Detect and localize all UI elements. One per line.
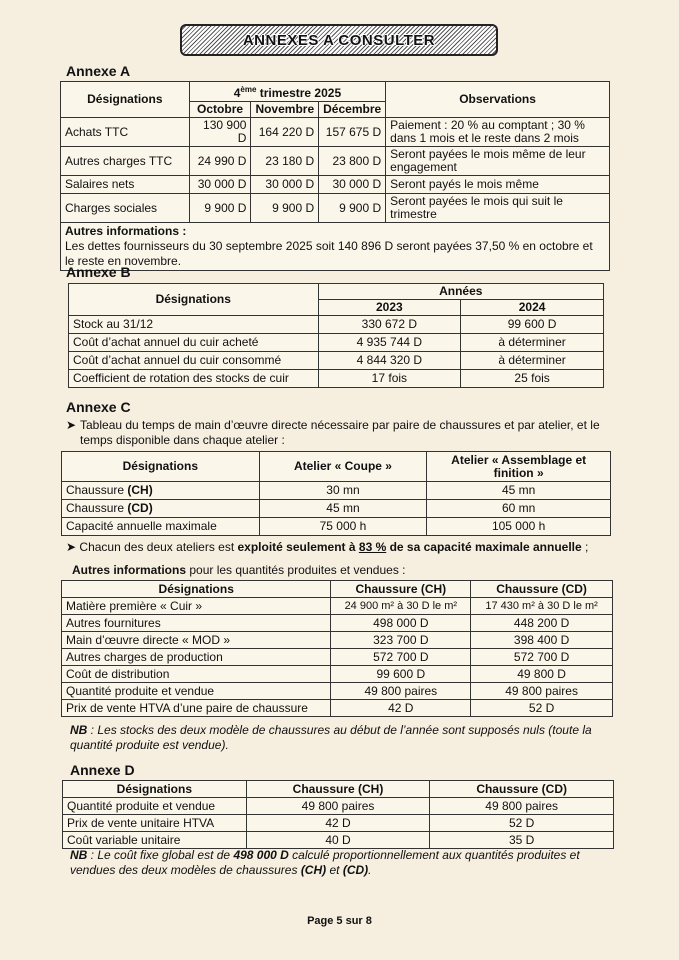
- row-label: Autres charges TTC: [61, 147, 190, 176]
- row-label: Matière première « Cuir »: [62, 598, 331, 615]
- cell: 23 800 D: [319, 147, 386, 176]
- cell: 45 mn: [427, 482, 611, 500]
- col-year: 2023: [318, 300, 461, 316]
- row-label: Coefficient de rotation des stocks de cuir: [69, 370, 319, 388]
- col-annees: Années: [318, 284, 603, 300]
- annexe-b-table: [68, 283, 604, 388]
- cell: 49 800 paires: [471, 683, 613, 700]
- table-row: [61, 118, 610, 147]
- cell: 448 200 D: [471, 615, 613, 632]
- col-coupe: Atelier « Coupe »: [259, 452, 427, 482]
- autres-text: Les dettes fournisseurs du 30 septembre 2025 soit 140 896 D seront payées 37,50 % en octobre et le reste en novembre.: [65, 239, 593, 268]
- cell-observation: Paiement : 20 % au comptant ; 30 % dans 1 mois et le reste dans 2 mois: [386, 118, 610, 147]
- cell: à déterminer: [461, 334, 604, 352]
- col-designations: Désignations: [61, 82, 190, 118]
- cell: 130 900 D: [189, 118, 251, 147]
- banner-title: ANNEXES A CONSULTER: [242, 31, 436, 49]
- cell: 330 672 D: [318, 316, 461, 334]
- cell: 9 900 D: [189, 194, 251, 223]
- col-cd: Chaussure (CD): [471, 581, 613, 598]
- cell: 498 000 D: [331, 615, 471, 632]
- table-row: [69, 334, 604, 352]
- cell: 9 900 D: [251, 194, 319, 223]
- cell: 164 220 D: [251, 118, 319, 147]
- table-row: [62, 500, 611, 518]
- annexe-c-title: Annexe C: [66, 399, 131, 415]
- cell-observation: Seront payés le mois même: [386, 176, 610, 194]
- table-row: [63, 815, 614, 832]
- cell: 105 000 h: [427, 518, 611, 536]
- cell: 52 D: [430, 815, 614, 832]
- row-label: Coût de distribution: [62, 666, 331, 683]
- cell: 99 600 D: [331, 666, 471, 683]
- cell: 40 D: [246, 832, 430, 849]
- row-label: Capacité annuelle maximale: [62, 518, 260, 536]
- row-label: Stock au 31/12: [69, 316, 319, 334]
- autres-title: Autres informations :: [65, 224, 187, 238]
- cell: 45 mn: [259, 500, 427, 518]
- cell: 157 675 D: [319, 118, 386, 147]
- intro-text: Tableau du temps de main d’œuvre directe nécessaire par paire de chaussures et par atelier, et le temps disponible dans chaque atelier :: [80, 418, 600, 447]
- row-label: Prix de vente unitaire HTVA: [63, 815, 247, 832]
- cell-observation: Seront payées le mois même de leur engagement: [386, 147, 610, 176]
- col-year: 2024: [461, 300, 604, 316]
- cell: 4 844 320 D: [318, 352, 461, 370]
- col-assemblage: Atelier « Assemblage et finition »: [427, 452, 611, 482]
- col-designations: Désignations: [63, 781, 247, 798]
- annexe-c-table: [61, 451, 611, 536]
- table-row: [62, 649, 613, 666]
- cell: 572 700 D: [331, 649, 471, 666]
- cell: 60 mn: [427, 500, 611, 518]
- table-row: [61, 147, 610, 176]
- col-designations: Désignations: [62, 581, 331, 598]
- col-ch: Chaussure (CH): [246, 781, 430, 798]
- annexe-c-nb: NB : Les stocks des deux modèle de chaussures au début de l’année sont supposés nuls (toute la quantité produite est vendue).: [70, 723, 592, 752]
- cell: 25 fois: [461, 370, 604, 388]
- table-row: [62, 598, 613, 615]
- cell: à déterminer: [461, 352, 604, 370]
- row-label: Coût variable unitaire: [63, 832, 247, 849]
- row-label: Autres fournitures: [62, 615, 331, 632]
- annexe-c-intro: [66, 418, 611, 448]
- page-number: Page 5 sur 8: [307, 915, 372, 927]
- cell: 49 800 paires: [331, 683, 471, 700]
- cell: 4 935 744 D: [318, 334, 461, 352]
- table-row: [61, 194, 610, 223]
- table-row: [62, 666, 613, 683]
- row-label: Achats TTC: [61, 118, 190, 147]
- cell: 23 180 D: [251, 147, 319, 176]
- table-row: [69, 370, 604, 388]
- row-label: Quantité produite et vendue: [62, 683, 331, 700]
- cell: 35 D: [430, 832, 614, 849]
- table-row: [63, 798, 614, 815]
- row-label: Chaussure (CD): [62, 500, 260, 518]
- annexe-b-title: Annexe B: [66, 264, 131, 280]
- col-designations: Désignations: [69, 284, 319, 316]
- annexe-d-title: Annexe D: [70, 762, 135, 778]
- annexe-a-table: [60, 81, 610, 271]
- arrow-bullet-icon: ➤: [66, 418, 77, 432]
- cell: 42 D: [331, 700, 471, 717]
- row-label: Coût d’achat annuel du cuir consommé: [69, 352, 319, 370]
- col-observations: Observations: [386, 82, 610, 118]
- row-label: Salaires nets: [61, 176, 190, 194]
- row-label: Prix de vente HTVA d’une paire de chaussure: [62, 700, 331, 717]
- cell: 30 mn: [259, 482, 427, 500]
- cell: 99 600 D: [461, 316, 604, 334]
- annexe-c-info-table: [61, 580, 613, 717]
- cell: 323 700 D: [331, 632, 471, 649]
- row-label: Coût d’achat annuel du cuir acheté: [69, 334, 319, 352]
- cell: 49 800 paires: [246, 798, 430, 815]
- cell: 75 000 h: [259, 518, 427, 536]
- col-month: Octobre: [189, 102, 251, 118]
- cell: 42 D: [246, 815, 430, 832]
- table-row: [62, 518, 611, 536]
- cell: 9 900 D: [319, 194, 386, 223]
- cell: 52 D: [471, 700, 613, 717]
- row-label: Charges sociales: [61, 194, 190, 223]
- cell: 30 000 D: [319, 176, 386, 194]
- col-month: Décembre: [319, 102, 386, 118]
- cell: 398 400 D: [471, 632, 613, 649]
- annexe-d-nb: NB : Le coût fixe global est de 498 000 D calculé proportionnellement aux quantités produites et vendues des deux modèles de chaussures (CH) et (CD).: [70, 848, 580, 877]
- annexe-d-table: [62, 780, 614, 849]
- cell: 572 700 D: [471, 649, 613, 666]
- arrow-bullet-icon: ➤: [66, 540, 77, 554]
- row-label: Chaussure (CH): [62, 482, 260, 500]
- autres-informations: [61, 223, 610, 271]
- col-cd: Chaussure (CD): [430, 781, 614, 798]
- table-row: [62, 683, 613, 700]
- table-row: [63, 832, 614, 849]
- cell: 24 900 m² à 30 D le m²: [331, 598, 471, 615]
- table-row: [62, 482, 611, 500]
- table-row: [61, 176, 610, 194]
- table-row: [69, 316, 604, 334]
- col-designations: Désignations: [62, 452, 260, 482]
- table-row: [69, 352, 604, 370]
- cell: 30 000 D: [251, 176, 319, 194]
- banner: [180, 24, 498, 56]
- col-ch: Chaussure (CH): [331, 581, 471, 598]
- cell: 49 800 D: [471, 666, 613, 683]
- table-row: [62, 700, 613, 717]
- row-label: Quantité produite et vendue: [63, 798, 247, 815]
- row-label: Main d’œuvre directe « MOD »: [62, 632, 331, 649]
- cell: 17 fois: [318, 370, 461, 388]
- col-trimestre: 4ème trimestre 2025: [189, 82, 386, 102]
- annexe-a-title: Annexe A: [66, 63, 131, 79]
- cell: 17 430 m² à 30 D le m²: [471, 598, 613, 615]
- cell: 24 990 D: [189, 147, 251, 176]
- table-row: [62, 632, 613, 649]
- table-row: [62, 615, 613, 632]
- cell: 30 000 D: [189, 176, 251, 194]
- capacity-bullet: ➤ Chacun des deux ateliers est exploité seulement à 83 % de sa capacité maximale annuelle ;: [66, 540, 589, 554]
- cell-observation: Seront payées le mois qui suit le trimestre: [386, 194, 610, 223]
- col-month: Novembre: [251, 102, 319, 118]
- cell: 49 800 paires: [430, 798, 614, 815]
- autres-informations-c: Autres informations pour les quantités produites et vendues :: [72, 563, 406, 577]
- row-label: Autres charges de production: [62, 649, 331, 666]
